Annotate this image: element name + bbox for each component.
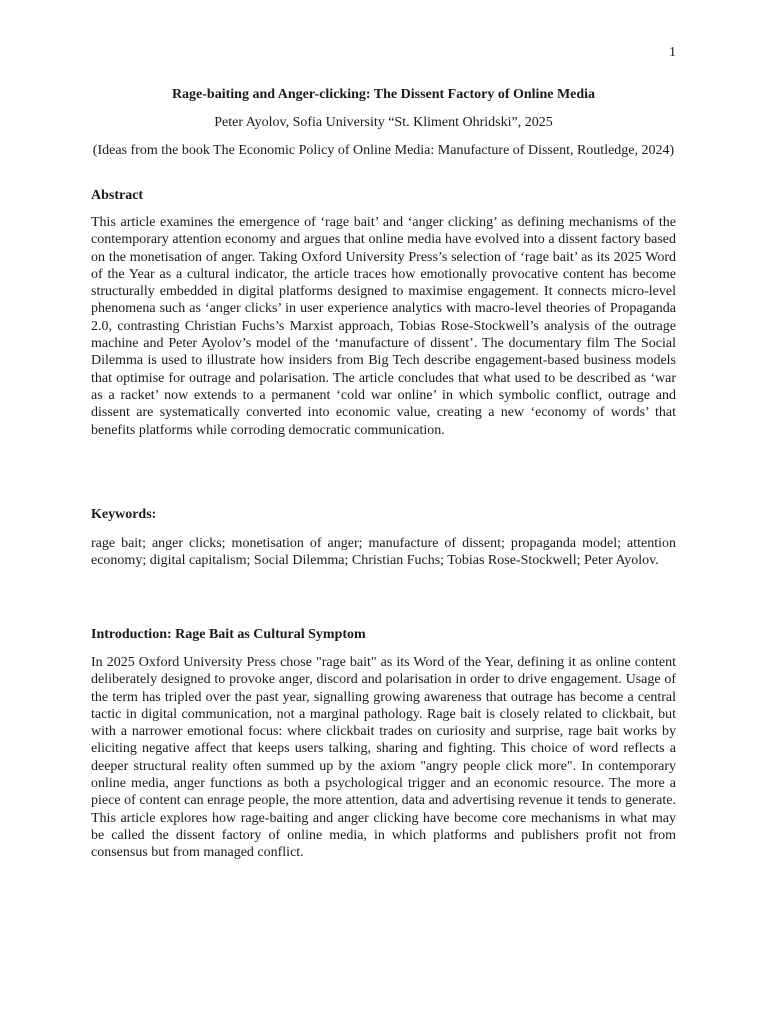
introduction-paragraph: In 2025 Oxford University Press chose "rage bait" as its Word of the Year, defining it as online content deliberately designed to provoke anger, discord and polarisation in order to drive engagement. Usage of the term has tripled over the past year, signalling growing awareness that outrage has become a central tactic in digital communication, not a marginal pathology. Rage bait is closely related to clickbait, but with a narrower emotional focus: where clickbait trades on curiosity and surprise, rage bait works by eliciting negative affect that keeps users talking, sharing and fighting. This choice of word reflects a deeper structural reality often summed up by the axiom "angry people click more". In contemporary online media, anger functions as both a psychological trigger and an economic resource. The more a piece of content can enrage people, the more attention, data and advertising revenue it tends to generate. This article explores how rage-baiting and anger clicking have become core mechanisms in what may be called the dissent factory of online media, in which platforms and publishers profit not from consensus but from managed conflict. [91, 655, 676, 861]
keywords-paragraph: rage bait; anger clicks; monetisation of anger; manufacture of dissent; propaganda model; attention economy; digital capitalism; Social Dilemma; Christian Fuchs; Tobias Rose-Stockwell; Peter Ayolov. [91, 536, 676, 569]
source-note: (Ideas from the book The Economic Policy of Online Media: Manufacture of Dissent, Routledge, 2024) [92, 143, 675, 158]
author-line: Peter Ayolov, Sofia University “St. Kliment Ohridski”, 2025 [214, 115, 553, 130]
document-page [91, 0, 676, 1024]
abstract-heading: Abstract [91, 188, 144, 203]
page-number: 1 [669, 45, 676, 60]
abstract-paragraph: This article examines the emergence of ‘rage bait’ and ‘anger clicking’ as defining mechanisms of the contemporary attention economy and argues that online media have evolved into a dissent factory based on the monetisation of anger. Taking Oxford University Press’s selection of ‘rage bait’ as its 2025 Word of the Year as a cultural indicator, the article traces how emotionally provocative content has become structurally embedded in digital platforms designed to maximise engagement. It connects micro-level phenomena such as ‘anger clicks’ in user experience analytics with macro-level theories of Propaganda 2.0, contrasting Christian Fuchs’s Marxist approach, Tobias Rose-Stockwell’s analysis of the outrage machine and Peter Ayolov’s model of the ‘manufacture of dissent’. The documentary film The Social Dilemma is used to illustrate how insiders from Big Tech describe engagement-based business models that optimise for outrage and polarisation. The article concludes that what used to be described as ‘war as a racket’ now extends to a permanent ‘cold war online’ in which symbolic conflict, outrage and dissent are systematically converted into economic value, creating a new ‘economy of words’ that benefits platforms while corroding democratic communication. [91, 215, 676, 438]
introduction-heading: Introduction: Rage Bait as Cultural Symptom [91, 627, 366, 642]
paper-title: Rage-baiting and Anger-clicking: The Dissent Factory of Online Media [171, 87, 596, 102]
keywords-heading: Keywords: [91, 507, 157, 522]
